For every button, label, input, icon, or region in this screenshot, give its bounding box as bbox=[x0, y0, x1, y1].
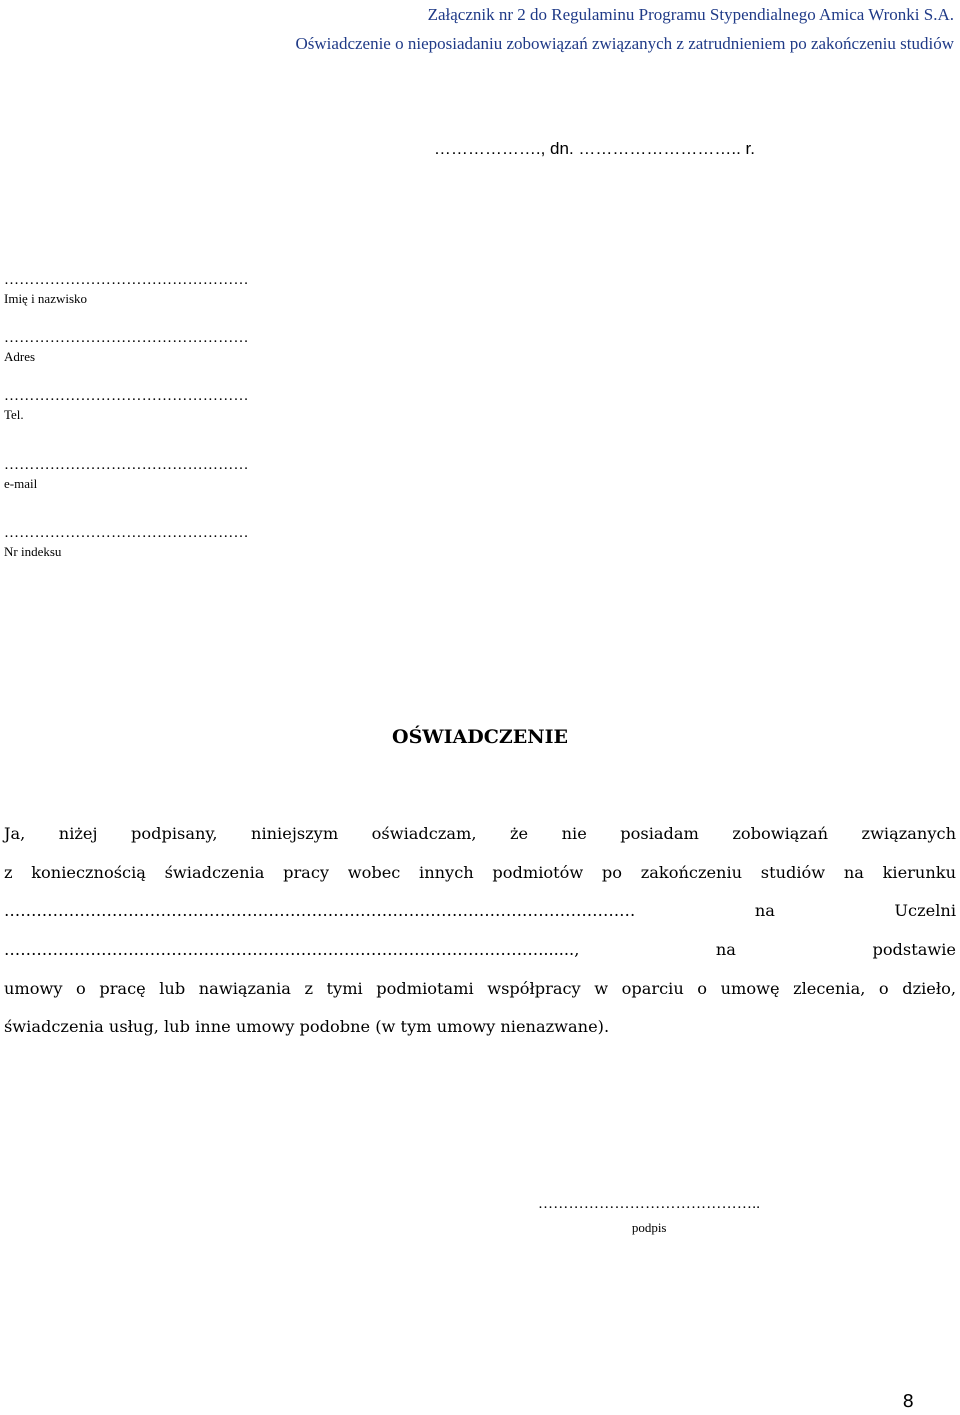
header-line-2: Oświadczenie o nieposiadaniu zobowiązań związanych z zatrudnieniem po zakończeniu studiów bbox=[295, 34, 954, 53]
field-label: Adres bbox=[4, 349, 36, 364]
field-email bbox=[4, 457, 249, 492]
header-line-1: Załącznik nr 2 do Regulaminu Programu Stypendialnego Amica Wronki S.A. bbox=[427, 5, 954, 24]
body-line: ………………………………………………………………………………………......., na podstawie bbox=[4, 940, 956, 960]
statement-body bbox=[4, 815, 956, 1047]
document-header bbox=[296, 0, 955, 58]
page-number: 8 bbox=[902, 1391, 914, 1412]
field-label: Imię i nazwisko bbox=[4, 291, 88, 306]
field-dots: ………………………………………… bbox=[4, 457, 249, 473]
signature-dots: …………………………………….. bbox=[538, 1196, 761, 1212]
body-line: Ja, niżej podpisany, niniejszym oświadczam, że nie posiadam zobowiązań związanych bbox=[4, 824, 956, 843]
field-dots: ………………………………………… bbox=[4, 272, 249, 288]
field-dots: ………………………………………… bbox=[4, 388, 249, 404]
field-dots: ………………………………………… bbox=[4, 525, 249, 541]
field-phone bbox=[4, 388, 249, 423]
body-line: z koniecznością świadczenia pracy wobec innych podmiotów po zakończeniu studiów na kierunku bbox=[4, 862, 956, 882]
statement-title: OŚWIADCZENIE bbox=[392, 726, 568, 748]
field-label: Tel. bbox=[4, 407, 24, 422]
field-label: e-mail bbox=[4, 476, 38, 491]
field-address bbox=[4, 330, 249, 365]
signature-block bbox=[538, 1196, 760, 1236]
body-line: umowy o pracę lub nawiązania z tymi podmiotami współpracy w oparciu o umowę zlecenia, o dzieło, bbox=[4, 978, 956, 998]
date-line: ………………., dn. ……………………….. r. bbox=[433, 139, 755, 158]
field-index-number bbox=[4, 525, 249, 560]
field-dots: ………………………………………… bbox=[4, 330, 249, 346]
signature-label: podpis bbox=[631, 1220, 667, 1235]
field-name bbox=[4, 272, 249, 307]
body-line: świadczenia usług, lub inne umowy podobne (w tym umowy nienazwane). bbox=[4, 1017, 610, 1037]
field-label: Nr indeksu bbox=[4, 544, 62, 559]
body-line: ……………………………………………………………………………………………………… na Uczelni bbox=[4, 901, 956, 921]
